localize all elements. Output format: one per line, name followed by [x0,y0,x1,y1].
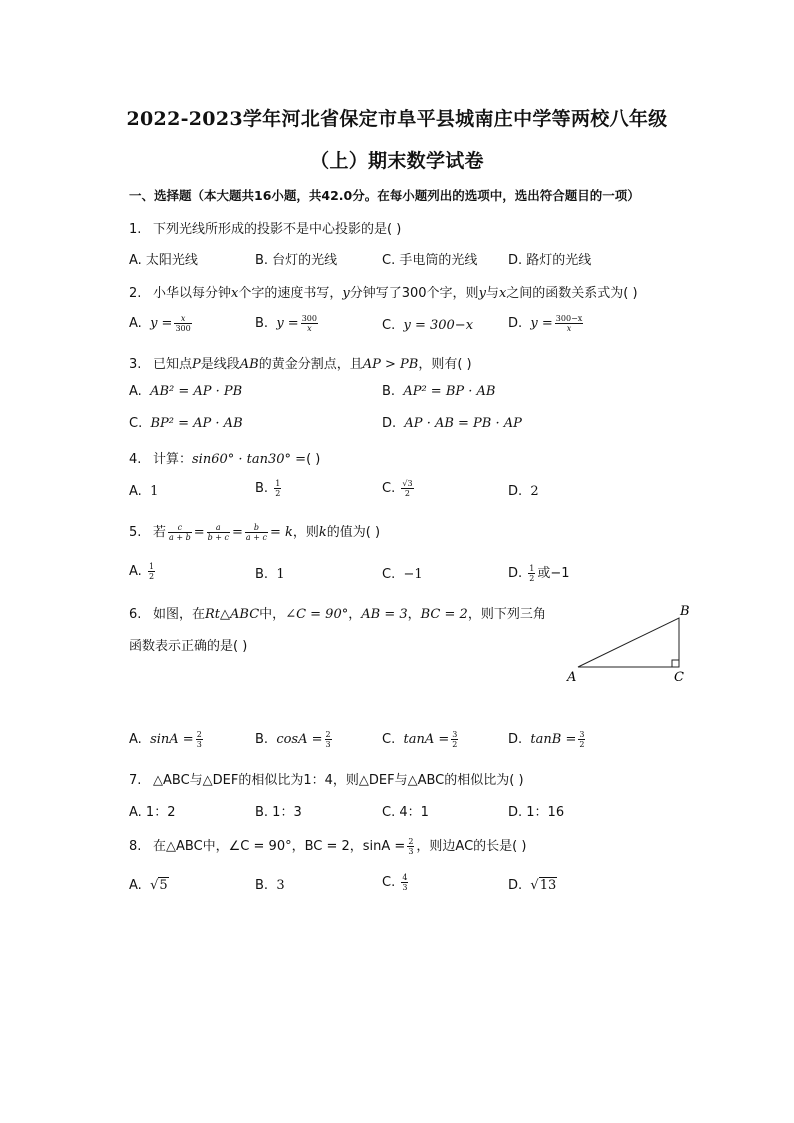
sqrt-symbol: √13 [530,878,557,893]
triangle-abc [578,618,679,667]
q3-option-d: D. AP · AB = PB · AP [382,416,522,431]
q3-option-b: B. AP² = BP · AB [382,384,496,399]
q5-option-c: C. −1 [382,567,423,582]
right-triangle-figure [562,600,702,690]
q6-option-c: C. tanA = $\frac{3}{2}$ [382,730,458,750]
q8-option-a: A. √5 [129,878,168,893]
q8-option-d: D. √13 [508,878,557,893]
question-5: 5. 若 $\frac{c}{a + b}$ = $\frac{a}{b + c}$ = $\frac{b}{a + c}$ = k，则k的值为( ) [129,522,381,542]
q5-option-b: B. 1 [255,567,285,582]
q5-option-d: D. $\frac{1}{2}$ 或−1 [508,563,570,583]
question-2: 2. 小华以每分钟x个字的速度书写，y分钟写了300个字，则y与x之间的函数关系式为( ) [129,286,638,301]
question-3: 3. 已知点P是线段AB的黄金分割点，且AP > PB，则有( ) [129,357,472,372]
question-1-text: 下列光线所形成的投影不是中心投影的是( ) [153,222,402,237]
q2-option-a: A. y = $\frac{x}{300}$ [129,314,191,334]
q7-option-a: A. 1：2 [129,805,176,820]
q2-option-c: C. y = 300−x [382,318,474,333]
vertex-label-b: B [680,604,690,619]
q8-option-c: C. $\frac{4}{3}$ [382,873,408,893]
q4-option-c: C. $\frac{√3}{2}$ [382,479,413,499]
q7-option-d: D. 1：16 [508,805,565,820]
q6-option-d: D. tanB = $\frac{3}{2}$ [508,730,585,750]
question-7: 7. △ABC与△DEF的相似比为1：4，则△DEF与△ABC的相似比为( ) [129,773,524,788]
exam-title-line1: 2022-2023学年河北省保定市阜平县城南庄中学等两校八年级 [126,108,668,130]
q8-option-b: B. 3 [255,878,285,893]
question-7-text: △ABC与△DEF的相似比为1：4，则△DEF与△ABC的相似比为( ) [153,773,524,788]
section-heading: 一、选择题（本大题共16小题，共42.0分。在每小题列出的选项中，选出符合题目的一项） [129,188,640,203]
question-4: 4. 计算：sin60° · tan30° =( ) [129,452,321,467]
exam-title-line2: （上）期末数学试卷 [310,150,484,172]
q4-option-a: A. 1 [129,484,159,499]
question-6-line2: 函数表示正确的是( ) [129,639,248,654]
sqrt-symbol: √5 [150,878,168,893]
vertex-label-c: C [674,670,684,685]
q5-option-a: A. $\frac{1}{2}$ [129,562,155,582]
q1-option-d: D. 路灯的光线 [508,253,592,268]
q3-option-c: C. BP² = AP · AB [129,416,243,431]
question-1: 1. 下列光线所形成的投影不是中心投影的是( ) [129,222,402,237]
q6-option-b: B. cosA = $\frac{2}{3}$ [255,730,331,750]
q1-option-a: A. 太阳光线 [129,253,198,268]
question-6: 6. 如图，在Rt△ABC中，∠C = 90°，AB = 3，BC = 2，则下列三角 [129,607,546,622]
question-8: 8. 在△ABC中，∠C = 90°，BC = 2，sinA = $\frac{2}{3}$ ，则边AC的长是( ) [129,836,527,856]
q2-option-b: B. y = $\frac{300}{x}$ [255,314,317,334]
q6-option-a: A. sinA = $\frac{2}{3}$ [129,730,202,750]
q7-option-c: C. 4：1 [382,805,429,820]
vertex-label-a: A [567,670,577,685]
q3-option-a: A. AB² = AP · PB [129,384,243,399]
q2-option-d: D. y = $\frac{300-x}{x}$ [508,314,583,334]
q1-option-c: C. 手电筒的光线 [382,253,478,268]
q4-option-d: D. 2 [508,484,539,499]
q1-option-b: B. 台灯的光线 [255,253,338,268]
right-angle-mark [672,660,679,667]
q7-option-b: B. 1：3 [255,805,302,820]
q4-option-b: B. $\frac{1}{2}$ [255,479,281,499]
